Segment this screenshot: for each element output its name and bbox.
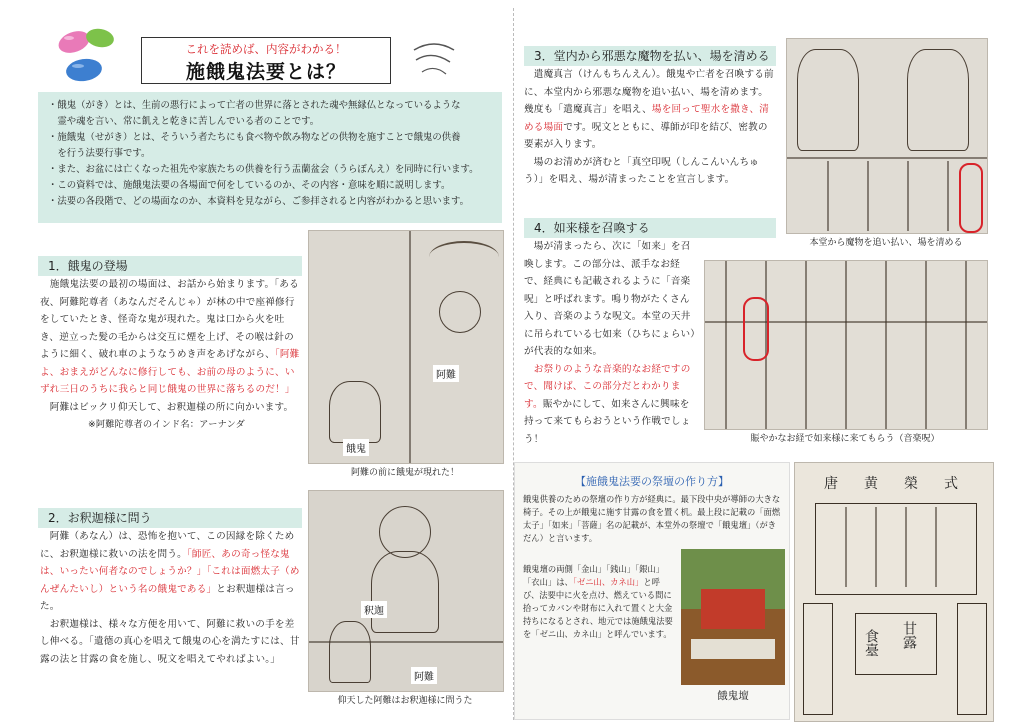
intro-line: 霊や魂を言い、常に飢えと乾きに苦しんでいる者のことです。	[48, 116, 320, 127]
section2-heading: 2．お釈迦様に問う	[38, 508, 302, 528]
intro-line: ・法要の各段階で、どの場面なのか、本資料を見ながら、ご参拝されると内容がわかると思います。	[48, 196, 469, 207]
illustration-ongaku-ju	[704, 260, 988, 430]
section3-heading: 3．堂内から邪悪な魔物を払い、場を清める	[524, 46, 776, 66]
illustration-demon-purification	[786, 38, 988, 234]
altar-p1: 餓鬼供養のための祭壇の作り方が経典に。最下段中央が導師の大きな椅子。その上が餓鬼に施す甘露の食を置く机。最上段に記載の「面燃太子」「如来」「菩薩」名の記載が、本堂外の祭壇で「餓鬼壇」（がきだん）と言います。	[523, 494, 781, 543]
section3-body: 遣魔真言（けんもちんえん）。餓鬼や亡者を召喚する前に、本堂内から邪悪な魔物を追い払い、場を清めます。幾度も「遣魔真言」を唱え、場を回って聖水を撒き、清める場面です。呪文とともに、導師が印を結び、密教の要素が入ります。 場のお清めが済むと「真空印呪（しんこんいんちゅう）」を唱え、場が清まったことを宣言します。	[524, 69, 774, 185]
altar-diagram-kanro: 甘露	[901, 621, 917, 649]
intro-line: ・この資料では、施餓鬼法要の各場面で何をしているのか、その内容・意味を順に説明します。	[48, 180, 451, 191]
intro-line: を行う法要行事です。	[48, 148, 151, 159]
intro-box	[38, 92, 502, 223]
brush-stroke-decoration	[410, 36, 458, 82]
section1-body: 施餓鬼法要の最初の場面は、お話から始まります。「ある夜、阿難陀尊者（あなんだそんじゃ）が林の中で座禅修行をしていたとき、怪奇な鬼が現れた。鬼は口から火を吐き、逆立った髪の毛からは交互に煙を上げ、その喉は針のように細く、破れ車のようなうめき声をあげながら、「阿難よ、おまえがどんなに修行しても、お前の母のように、いずれ三日のうちに我らと同じ餓鬼の世界に落ちるのだ！」 阿難はビックリ仰天して、お釈迦様の所に向かいます。 ※阿難陀尊者のインド名：アーナンダ	[40, 276, 302, 434]
altar-heading: 【施餓鬼法要の祭壇の作り方】	[575, 475, 729, 488]
jelly-bean-decoration	[52, 20, 122, 92]
altar-box	[514, 462, 790, 720]
section1-heading: 1．餓鬼の登場	[38, 256, 302, 276]
bean-green	[85, 27, 116, 50]
bean-blue	[65, 57, 104, 84]
photo-label-gaki-dan: 餓鬼壇	[717, 690, 749, 702]
section4-heading: 4．如来様を召喚する	[524, 218, 776, 238]
bean-pink	[56, 27, 93, 57]
section4-caption: 賑やかなお経で如来様に来てもらう（音楽呪）	[750, 434, 940, 444]
section4-body: 場が清まったら、次に「如来」を召喚します。この部分は、派手なお経で、経典にも記載されるように「音楽呪」と呼ばれます。鳴り物がたくさん入り、音楽のような呪文。本堂の天井に吊られている七如来（ひちにょらい）が代表的な如来。 お祭りのような音楽的なお経ですので、聞けば、この部分だとわかります。賑やかにして、如来さんに興味を持って来てもらおうという作戦でしょう！	[524, 241, 696, 445]
section3-caption: 本堂から魔物を追い払い、場を清める	[809, 238, 963, 248]
intro-line: ・餓鬼（がき）とは、生前の悪行によって亡者の世界に落とされた魂や無縁仏となっているような	[48, 100, 461, 111]
highlight-circle-kenma	[959, 163, 983, 233]
page-title: 施餓鬼法要とは？	[185, 61, 346, 83]
section1-caption: 阿難の前に餓鬼が現れた！	[350, 468, 459, 478]
label-ananda: 阿難	[433, 365, 459, 382]
altar-diagram-scan	[794, 462, 994, 722]
altar-diagram-shokudai: 食臺	[863, 629, 879, 657]
intro-line: ・また、お盆には亡くなった祖先や家族たちの供養を行う盂蘭盆会（うらぼんえ）を同時に行います。	[48, 164, 479, 175]
photo-gaki-dan	[681, 549, 785, 685]
highlight-circle-ongaku	[743, 297, 769, 361]
label-ananda-2: 阿難	[411, 667, 437, 684]
altar-p2: 餓鬼壇の両側「金山」「銭山」「銀山」「衣山」は、「ゼニ山、カネ山」と呼び、法要中に火を点け、燃えている間に拾ってカバンや財布に入れて置くと大金持ちになるとされ、地元では施餓鬼法要を「ゼニ山、カネ山」と呼んでいます。	[523, 564, 673, 639]
illustration-shaka-and-ananda	[308, 490, 504, 692]
section2-body: 阿難（あなん）は、恐怖を抱いて、この因縁を除くために、お釈迦様に救いの法を問う。「師匠、あの奇っ怪な鬼は、いったい何者なのでしょうか？」「これは面燃太子（めんぜんたいし）という名の餓鬼である」とお釈迦様は言った。 お釈迦様は、様々な方便を用いて、阿難に救いの手を差し伸べる。「遺德の真心を唱えて餓鬼の心を満たすには、甘露の法と甘露の食を施し、呪文を唱えてやればよい。」	[40, 531, 300, 665]
title-tagline: これを読めば、内容がわかる！	[185, 42, 347, 56]
intro-line: ・施餓鬼（せがき）とは、そういう者たちにも食べ物や飲み物などの供物を施すことで餓鬼の供養	[48, 132, 461, 143]
label-shaka: 釈迦	[361, 601, 387, 618]
altar-diagram-top: 唐 黄 榮 式	[824, 476, 964, 492]
title-box	[141, 37, 391, 84]
label-gaki: 餓鬼	[343, 439, 369, 456]
section2-caption: 仰天した阿難はお釈迦様に問うた	[337, 696, 473, 706]
section1-note: ※阿難陀尊者のインド名：アーナンダ	[88, 419, 245, 430]
illustration-ananda-and-gaki	[308, 230, 504, 464]
